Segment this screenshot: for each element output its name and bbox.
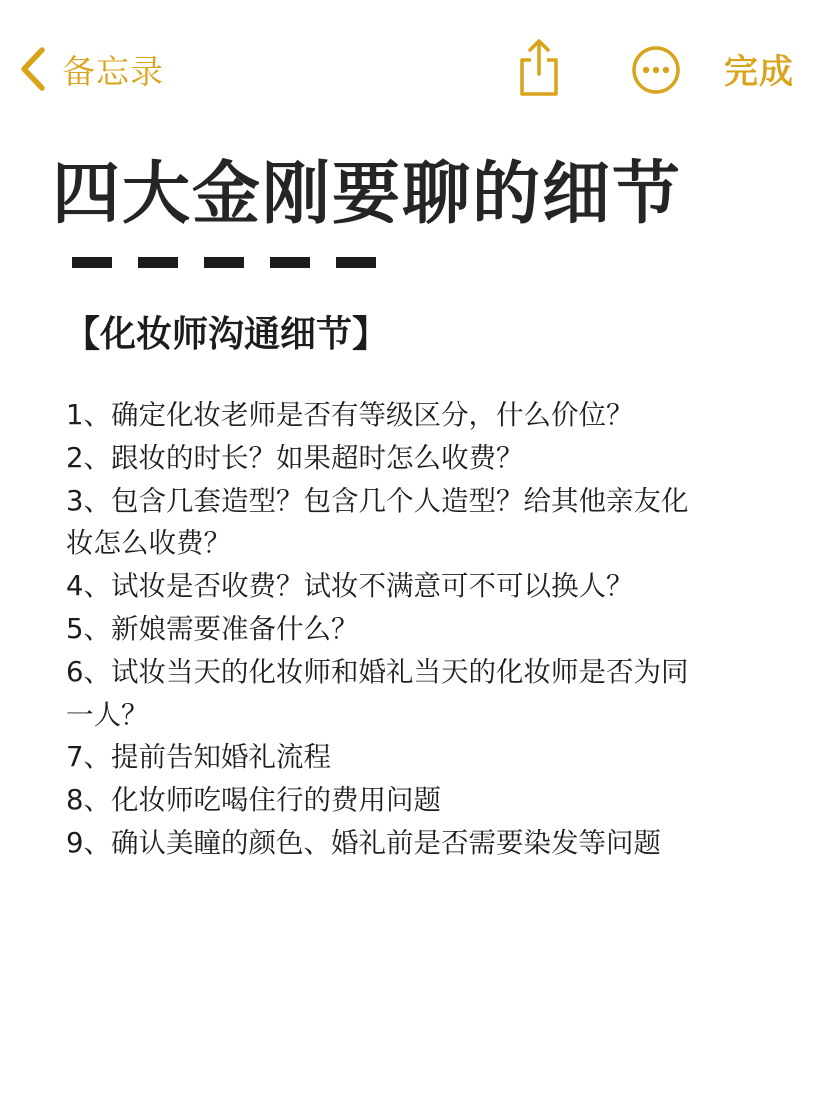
note-line: 1、确定化妆老师是否有等级区分，什么价位？ [66, 399, 634, 431]
done-button[interactable]: 完成 [724, 52, 794, 92]
note-line: 2、跟妆的时长？如果超时怎么收费？ [66, 441, 524, 474]
note-line: 5、新娘需要准备什么？ [66, 612, 359, 645]
note-line: 妆怎么收费？ [66, 527, 231, 560]
dash-segment [72, 257, 112, 268]
dash-divider [72, 257, 402, 268]
back-button[interactable] [18, 44, 164, 94]
note-line: 3、包含几套造型？包含几个人造型？给其他亲友化 [66, 484, 689, 517]
dash-segment [270, 257, 310, 268]
dash-segment [336, 257, 376, 268]
note-body[interactable] [66, 394, 778, 865]
note-line: 一人？ [66, 698, 149, 731]
note-title: 四大金刚要聊的细节 [52, 155, 683, 234]
note-line: 9、确认美瞳的颜色、婚礼前是否需要染发等问题 [66, 826, 661, 859]
chevron-left-icon [18, 46, 48, 92]
more-icon[interactable] [630, 44, 682, 96]
note-line: 7、提前告知婚礼流程 [66, 741, 331, 774]
dash-segment [138, 257, 178, 268]
share-icon[interactable] [514, 36, 564, 98]
section-heading: 【化妆师沟通细节】 [64, 314, 389, 355]
back-label: 备忘录 [62, 51, 164, 91]
navigation-bar [0, 0, 828, 130]
note-line: 6、试妆当天的化妆师和婚礼当天的化妆师是否为同 [66, 655, 689, 688]
dash-segment [204, 257, 244, 268]
note-line: 8、化妆师吃喝住行的费用问题 [66, 784, 441, 817]
note-line: 4、试妆是否收费？试妆不满意可不可以换人？ [66, 570, 634, 603]
